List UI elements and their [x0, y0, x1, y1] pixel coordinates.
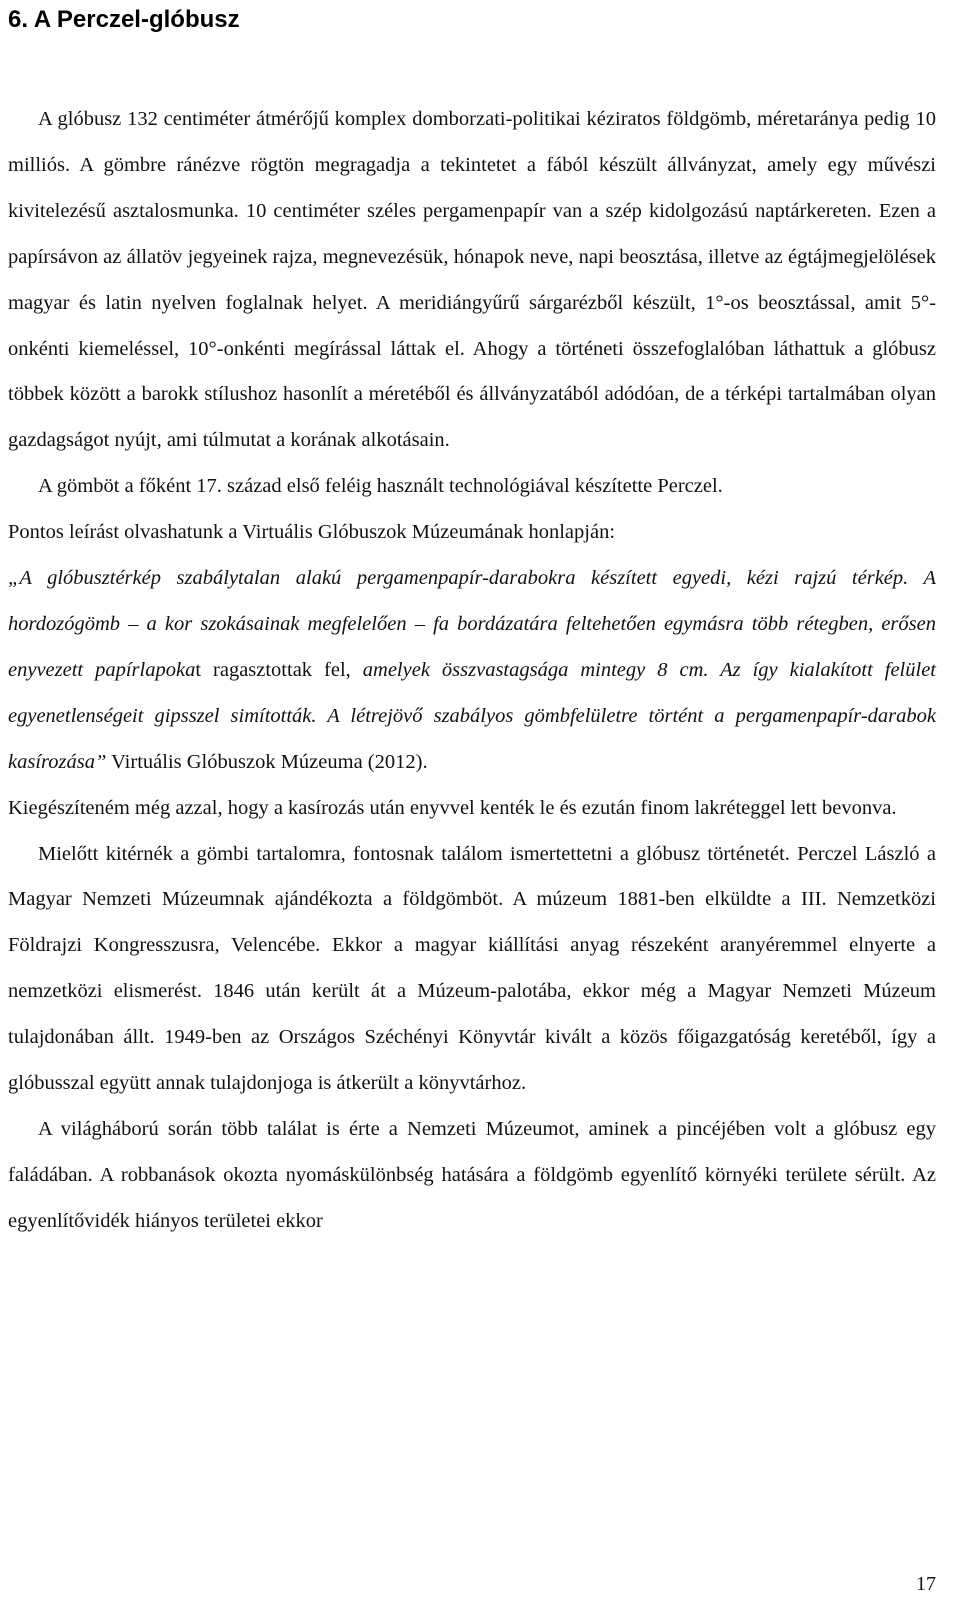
paragraph-varnish: Kiegészíteném még azzal, hogy a kasírozás után enyvvel kenték le és ezután finom lakréteggel lett bevonva.	[8, 796, 897, 819]
quotation-source: Virtuális Glóbuszok Múzeuma (2012).	[106, 750, 428, 773]
quotation-part-2: t ragasztottak fel,	[195, 658, 363, 681]
paragraph-war-damage: A világháború során több találat is érte a Nemzeti Múzeumot, aminek a pincéjében volt a glóbusz egy faládában. A robbanások okozta nyomáskülönbség hatására a földgömb egyenlítő környéki területe sérült. Az egyenlítővidék hiányos területei ekkor	[8, 1117, 936, 1232]
paragraph-technology: A gömböt a főként 17. század első feléig használt technológiával készítette Perczel.	[38, 475, 723, 498]
quotation-part-1: „A glóbusztérkép szabálytalan alakú pergamenpapír-darabokra készített egyedi, kézi rajzú térkép. A hordozógömb – a kor szokásainak megfelelően – fa bordázatára feltehetően egymásra több rétegben, erősen enyvezett papírlapoka	[8, 567, 936, 681]
paragraph-globe-description: A glóbusz 132 centiméter átmérőjű komplex domborzati-politikai kéziratos földgömb, méretaránya pedig 10 milliós. A gömbre ránézve rögtön megragadja a tekintetet a fából készült állványzat, amely egy művészi kivitelezésű asztalosmunka. 10 centiméter széles pergamenpapír van a szép kidolgozású naptárkereten. Ezen a papírsávon az állatöv jegyeinek rajza, megnevezésük, hónapok neve, napi beosztása, illetve az égtájmegjelölések magyar és latin nyelven foglalnak helyet. A meridiángyűrű sárgarézből készült, 1°-os beosztással, amit 5°-onkénti kiemeléssel, 10°-onkénti megírással láttak el. Ahogy a történeti összefoglalóban láthattuk a glóbusz többek között a barokk stílushoz hasonlít a méretéből és állványzatából adódóan, de a térképi tartalmában olyan gazdagságot nyújt, ami túlmutat a korának alkotásain.	[8, 108, 936, 452]
section-heading: 6. A Perczel-glóbusz	[8, 6, 240, 33]
quotation-part-3: amelyek összvastagsága mintegy 8 cm. Az így kialakított felület egyenetlenségeit gipsszel simították. A létrejövő szabályos gömbfelületre történt a pergamenpapír-darabok kasírozása”	[8, 658, 936, 773]
document-page	[8, 0, 936, 1245]
body-text	[8, 97, 936, 1245]
page-number: 17	[916, 1573, 936, 1595]
quotation-block	[8, 556, 936, 786]
paragraph-source-intro: Pontos leírást olvashatunk a Virtuális Glóbuszok Múzeumának honlapján:	[8, 521, 616, 544]
paragraph-history: Mielőtt kitérnék a gömbi tartalomra, fontosnak találom ismertettetni a glóbusz történetét. Perczel László a Magyar Nemzeti Múzeumnak ajándékozta a földgömböt. A múzeum 1881-ben elküldte a III. Nemzetközi Földrajzi Kongresszusra, Velencébe. Ekkor a magyar kiállítási anyag részeként aranyéremmel elnyerte a nemzetközi elismerést. 1846 után került át a Múzeum-palotába, ekkor még a Magyar Nemzeti Múzeum tulajdonában állt. 1949-ben az Országos Széchényi Könyvtár kivált a közös főigazgatóság keretéből, így a glóbusszal együtt annak tulajdonjoga is átkerült a könyvtárhoz.	[8, 842, 936, 1095]
